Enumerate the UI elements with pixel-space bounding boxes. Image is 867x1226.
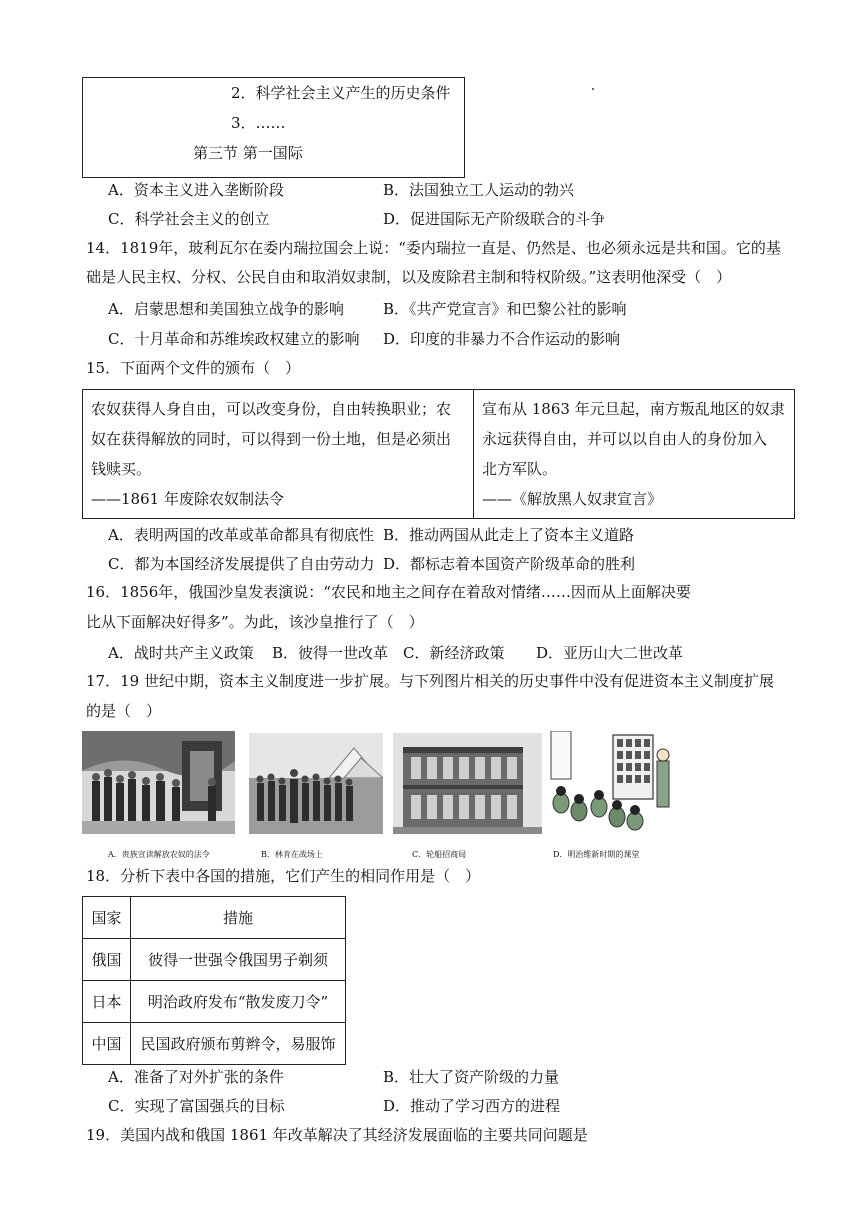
classroom-illustration	[549, 731, 683, 834]
outline-section: 第三节 第一国际	[193, 144, 303, 162]
q18-option-c[interactable]: C．实现了富国强兵的目标	[108, 1097, 285, 1115]
q15-left-line: 钱赎买。	[91, 460, 152, 478]
measure-cell: 明治政府发布“散发废刀令”	[131, 981, 346, 1023]
q17-photo-b[interactable]	[249, 733, 383, 834]
q15-right-line: 北方军队。	[482, 460, 558, 478]
header-country: 国家	[83, 897, 131, 939]
q15-right-document	[474, 390, 795, 519]
q14-option-a[interactable]: A．启蒙思想和美国独立战争的影响	[108, 300, 344, 318]
q19-stem: 19．美国内战和俄国 1861 年改革解决了其经济发展面临的主要共同问题是	[86, 1126, 588, 1144]
table-row	[83, 981, 346, 1023]
q15-right-line: 宣布从 1863 年元旦起，南方叛乱地区的奴隶	[482, 400, 785, 418]
q18-measures-table	[82, 896, 346, 1065]
outline-line-3: 3．……	[231, 114, 286, 132]
header-measure: 措施	[131, 897, 346, 939]
q14-stem-line2: 础是人民主权、分权、公民自由和取消奴隶制，以及废除君主制和特权阶级。”这表明他深受（ ）	[86, 268, 732, 286]
table-row	[83, 1023, 346, 1065]
q15-option-a[interactable]: A．表明两国的改革或革命都具有彻底性	[108, 526, 374, 544]
q14-stem-line1: 14．1819年，玻利瓦尔在委内瑞拉国会上说：“委内瑞拉一直是、仍然是、也必须永远是共和国。它的基	[86, 239, 781, 257]
q17-photo-d[interactable]	[549, 731, 683, 834]
outline-line-2: 2．科学社会主义产生的历史条件	[231, 84, 451, 102]
q15-option-c[interactable]: C．都为本国经济发展提供了自由劳动力	[108, 555, 375, 573]
q15-left-source: ——1861 年废除农奴制法令	[91, 490, 284, 508]
country-cell: 俄国	[83, 939, 131, 981]
country-cell: 日本	[83, 981, 131, 1023]
q15-option-d[interactable]: D．都标志着本国资产阶级革命的胜利	[383, 555, 636, 573]
q18-stem: 18．分析下表中各国的措施，它们产生的相同作用是（ ）	[86, 867, 481, 885]
q13-option-d[interactable]: D．促进国际无产阶级联合的斗争	[383, 210, 606, 228]
q15-right-line: 永远获得自由，并可以以自由人的身份加入	[482, 430, 768, 448]
battlefield-photo	[249, 733, 383, 834]
q17-stem-line1: 17．19 世纪中期，资本主义制度进一步扩展。与下列图片相关的历史事件中没有促进资本主义制度扩展	[86, 672, 774, 690]
q15-left-line: 奴在获得解放的同时，可以得到一份土地，但是必须出	[91, 430, 452, 448]
q18-option-a[interactable]: A．准备了对外扩张的条件	[108, 1068, 284, 1086]
q16-stem-line2: 比从下面解决好得多”。为此，该沙皇推行了（ ）	[86, 613, 424, 631]
q14-option-d[interactable]: D．印度的非暴力不合作运动的影响	[383, 330, 621, 348]
table-row	[83, 939, 346, 981]
q17-caption-a: A．贵族宣读解放农奴的法令	[108, 850, 210, 859]
building-photo	[393, 733, 542, 834]
q16-option-d[interactable]: D．亚历山大二世改革	[536, 644, 684, 662]
q15-option-b[interactable]: B．推动两国从此走上了资本主义道路	[383, 526, 635, 544]
q16-option-c[interactable]: C．新经济政策	[403, 644, 505, 662]
table-header-row	[83, 897, 346, 939]
q15-left-line: 农奴获得人身自由，可以改变身份，自由转换职业；农	[91, 400, 452, 418]
q17-caption-d: D．明治维新时期的课堂	[553, 850, 640, 859]
q13-option-a[interactable]: A．资本主义进入垄断阶段	[108, 181, 284, 199]
q15-document-table	[82, 389, 795, 519]
q15-stem: 15．下面两个文件的颁布（ ）	[86, 359, 301, 377]
stray-mark	[592, 88, 594, 90]
q17-photo-c[interactable]	[393, 733, 542, 834]
q16-stem-line1: 16．1856年，俄国沙皇发表演说：“农民和地主之间存在着敌对情绪……因而从上面解决要	[86, 583, 691, 601]
q14-option-c[interactable]: C．十月革命和苏维埃政权建立的影响	[108, 330, 360, 348]
q17-stem-line2: 的是（ ）	[86, 702, 162, 720]
q13-option-b[interactable]: B．法国独立工人运动的勃兴	[383, 181, 575, 199]
q18-option-b[interactable]: B．壮大了资产阶级的力量	[383, 1068, 560, 1086]
q16-option-a[interactable]: A．战时共产主义政策	[108, 644, 254, 662]
q14-option-b[interactable]: B．《共产党宣言》和巴黎公社的影响	[383, 300, 627, 318]
country-cell: 中国	[83, 1023, 131, 1065]
q16-option-b[interactable]: B．彼得一世改革	[272, 644, 389, 662]
q15-right-source: ——《解放黑人奴隶宣言》	[482, 490, 663, 508]
q17-photo-a[interactable]	[82, 731, 235, 834]
q17-caption-b: B．林肯在战场上	[261, 850, 323, 859]
measure-cell: 彼得一世强令俄国男子剃须	[131, 939, 346, 981]
q17-caption-c: C．轮船招商局	[412, 850, 467, 859]
q15-left-document	[83, 390, 474, 519]
measure-cell: 民国政府颁布剪辫令，易服饰	[131, 1023, 346, 1065]
q18-option-d[interactable]: D．推动了学习西方的进程	[383, 1097, 561, 1115]
q13-option-c[interactable]: C．科学社会主义的创立	[108, 210, 270, 228]
engraving-illustration	[82, 731, 235, 834]
